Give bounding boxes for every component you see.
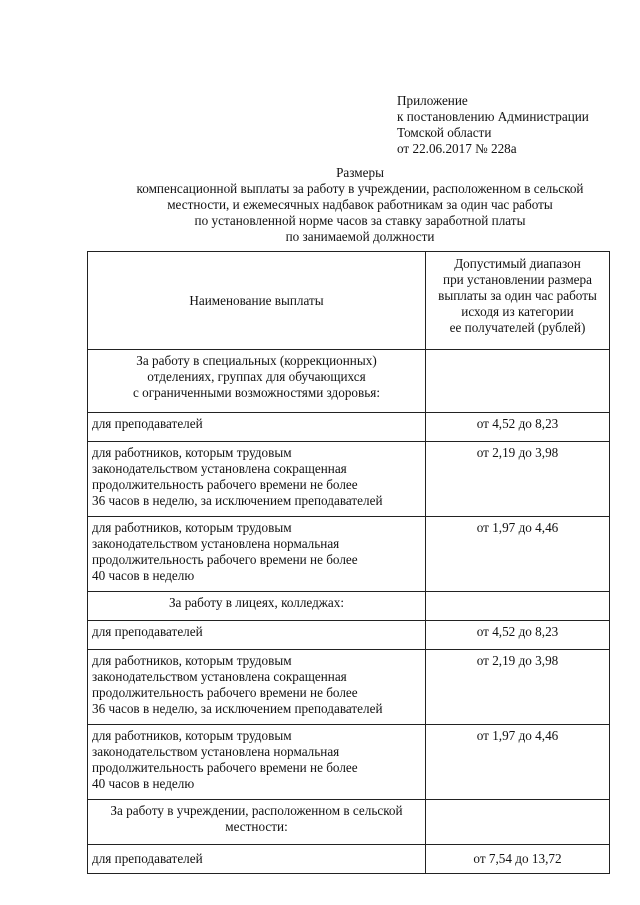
table-row [88, 442, 610, 517]
table-row [88, 413, 610, 442]
payment-name [88, 517, 426, 592]
section-range-empty [426, 350, 610, 413]
section-heading-row [88, 800, 610, 845]
table-row [88, 517, 610, 592]
payment-name-line: для преподавателей [92, 416, 203, 431]
payment-name-line: продолжительность рабочего времени не более [92, 552, 358, 567]
payment-name [88, 413, 426, 442]
payment-name [88, 650, 426, 725]
header-range-line: выплаты за один час работы [438, 288, 597, 303]
section-heading-row [88, 592, 610, 621]
appendix-line: Томской области [397, 125, 492, 140]
payment-name-line: законодательством установлена нормальная [92, 536, 340, 551]
payment-name-line: для работников, которым трудовым [92, 445, 292, 460]
section-heading-line: За работу в специальных (коррекционных) [136, 353, 377, 368]
header-range-line: Допустимый диапазон [454, 256, 581, 271]
payment-range: от 4,52 до 8,23 [426, 621, 610, 650]
appendix-line: к постановлению Администрации [397, 109, 589, 124]
payment-range: от 1,97 до 4,46 [426, 517, 610, 592]
payment-range: от 7,54 до 13,72 [426, 845, 610, 874]
section-heading-line: За работу в учреждении, расположенном в сельской [110, 803, 403, 818]
payment-name-line: 36 часов в неделю, за исключением преподавателей [92, 701, 383, 716]
appendix-block [397, 93, 627, 157]
title-line: компенсационной выплаты за работу в учреждении, расположенном в сельской [136, 181, 584, 196]
title-line: местности, и ежемесячных надбавок работникам за один час работы [167, 197, 553, 212]
payment-name [88, 621, 426, 650]
payment-range: от 1,97 до 4,46 [426, 725, 610, 800]
title-line: по занимаемой должности [285, 229, 435, 244]
table-header-row [88, 252, 610, 350]
document-title [80, 165, 640, 245]
payment-name-line: для работников, которым трудовым [92, 728, 292, 743]
payment-range: от 2,19 до 3,98 [426, 650, 610, 725]
payment-name-line: законодательством установлена сокращенная [92, 669, 347, 684]
title-line: по установленной норме часов за ставку заработной платы [194, 213, 526, 228]
header-name-label: Наименование выплаты [189, 292, 324, 308]
payment-name-line: для преподавателей [92, 851, 203, 866]
payment-name-line: для преподавателей [92, 624, 203, 639]
section-range-empty [426, 800, 610, 845]
header-name-cell [88, 252, 426, 350]
payment-name [88, 845, 426, 874]
section-heading-line: За работу в лицеях, колледжах: [168, 595, 345, 610]
title-line: Размеры [336, 165, 384, 180]
header-range-line: ее получателей (рублей) [449, 320, 586, 335]
payment-name-line: продолжительность рабочего времени не более [92, 477, 358, 492]
section-range-empty [426, 592, 610, 621]
payment-name-line: 40 часов в неделю [92, 568, 195, 583]
header-range-line: исходя из категории [461, 304, 574, 319]
payments-table [87, 251, 610, 874]
appendix-line: Приложение [397, 93, 468, 108]
payment-name-line: законодательством установлена сокращенная [92, 461, 347, 476]
payment-name-line: законодательством установлена нормальная [92, 744, 340, 759]
section-heading [88, 592, 426, 621]
section-heading-line: местности: [225, 819, 288, 834]
header-range-line: при установлении размера [443, 272, 592, 287]
payment-name [88, 725, 426, 800]
appendix-line: от 22.06.2017 № 228а [397, 141, 517, 156]
payment-range: от 4,52 до 8,23 [426, 413, 610, 442]
payment-name-line: продолжительность рабочего времени не более [92, 760, 358, 775]
table-row [88, 725, 610, 800]
payment-name-line: 40 часов в неделю [92, 776, 195, 791]
section-heading-line: отделениях, группах для обучающихся [147, 369, 366, 384]
header-range-cell [426, 252, 610, 350]
section-heading-line: с ограниченными возможностями здоровья: [133, 385, 380, 400]
payment-range: от 2,19 до 3,98 [426, 442, 610, 517]
payment-name-line: для работников, которым трудовым [92, 653, 292, 668]
table-row [88, 650, 610, 725]
payment-name-line: для работников, которым трудовым [92, 520, 292, 535]
payment-name-line: продолжительность рабочего времени не более [92, 685, 358, 700]
section-heading-row [88, 350, 610, 413]
table-row [88, 845, 610, 874]
table-row [88, 621, 610, 650]
payment-name-line: 36 часов в неделю, за исключением преподавателей [92, 493, 383, 508]
payment-name [88, 442, 426, 517]
section-heading [88, 350, 426, 413]
section-heading [88, 800, 426, 845]
